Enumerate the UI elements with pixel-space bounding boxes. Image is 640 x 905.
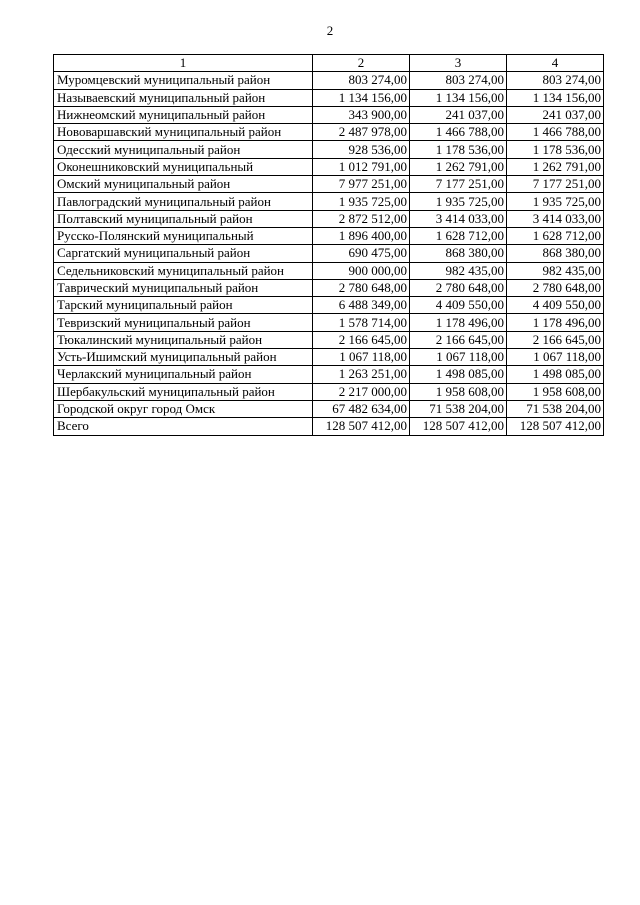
value-col4-cell: 4 409 550,00 xyxy=(507,297,604,314)
value-col3-cell: 868 380,00 xyxy=(410,245,507,262)
value-col3-cell: 1 466 788,00 xyxy=(410,124,507,141)
district-name-cell: Всего xyxy=(54,418,313,435)
value-col4-cell: 1 958 608,00 xyxy=(507,383,604,400)
value-col3-cell: 4 409 550,00 xyxy=(410,297,507,314)
table-row xyxy=(54,193,604,210)
value-col2-cell: 1 578 714,00 xyxy=(313,314,410,331)
district-name-cell: Шербакульский муниципальный район xyxy=(54,383,313,400)
value-col4-cell: 982 435,00 xyxy=(507,262,604,279)
value-col3-cell: 1 067 118,00 xyxy=(410,349,507,366)
table-row xyxy=(54,210,604,227)
value-col3-cell: 1 178 536,00 xyxy=(410,141,507,158)
value-col4-cell: 1 628 712,00 xyxy=(507,227,604,244)
value-col3-cell: 982 435,00 xyxy=(410,262,507,279)
value-col2-cell: 2 780 648,00 xyxy=(313,279,410,296)
value-col4-cell: 1 262 791,00 xyxy=(507,158,604,175)
district-name-cell: Городской округ город Омск xyxy=(54,400,313,417)
table-row xyxy=(54,141,604,158)
table-row xyxy=(54,383,604,400)
value-col2-cell: 1 263 251,00 xyxy=(313,366,410,383)
value-col3-cell: 128 507 412,00 xyxy=(410,418,507,435)
district-name-cell: Павлоградский муниципальный район xyxy=(54,193,313,210)
column-header-4: 4 xyxy=(507,55,604,72)
district-name-cell: Таврический муниципальный район xyxy=(54,279,313,296)
table-row xyxy=(54,297,604,314)
value-col2-cell: 6 488 349,00 xyxy=(313,297,410,314)
value-col3-cell: 1 262 791,00 xyxy=(410,158,507,175)
value-col3-cell: 241 037,00 xyxy=(410,106,507,123)
value-col2-cell: 803 274,00 xyxy=(313,72,410,89)
value-col4-cell: 1 466 788,00 xyxy=(507,124,604,141)
district-name-cell: Тарский муниципальный район xyxy=(54,297,313,314)
table-row xyxy=(54,331,604,348)
value-col3-cell: 2 166 645,00 xyxy=(410,331,507,348)
value-col4-cell: 71 538 204,00 xyxy=(507,400,604,417)
table-row xyxy=(54,72,604,89)
value-col2-cell: 2 487 978,00 xyxy=(313,124,410,141)
value-col2-cell: 128 507 412,00 xyxy=(313,418,410,435)
value-col4-cell: 241 037,00 xyxy=(507,106,604,123)
table-row xyxy=(54,227,604,244)
value-col4-cell: 2 780 648,00 xyxy=(507,279,604,296)
table-row xyxy=(54,366,604,383)
value-col2-cell: 900 000,00 xyxy=(313,262,410,279)
value-col3-cell: 1 958 608,00 xyxy=(410,383,507,400)
value-col3-cell: 7 177 251,00 xyxy=(410,176,507,193)
value-col3-cell: 1 178 496,00 xyxy=(410,314,507,331)
district-name-cell: Называевский муниципальный район xyxy=(54,89,313,106)
district-name-cell: Оконешниковский муниципальный xyxy=(54,158,313,175)
value-col2-cell: 1 134 156,00 xyxy=(313,89,410,106)
column-header-3: 3 xyxy=(410,55,507,72)
table-row xyxy=(54,349,604,366)
value-col2-cell: 1 935 725,00 xyxy=(313,193,410,210)
value-col4-cell: 1 498 085,00 xyxy=(507,366,604,383)
district-name-cell: Седельниковский муниципальный район xyxy=(54,262,313,279)
value-col4-cell: 1 067 118,00 xyxy=(507,349,604,366)
value-col2-cell: 2 872 512,00 xyxy=(313,210,410,227)
value-col2-cell: 1 012 791,00 xyxy=(313,158,410,175)
table-header-row xyxy=(54,55,604,72)
value-col2-cell: 343 900,00 xyxy=(313,106,410,123)
table-row xyxy=(54,158,604,175)
value-col2-cell: 928 536,00 xyxy=(313,141,410,158)
district-name-cell: Тюкалинский муниципальный район xyxy=(54,331,313,348)
value-col4-cell: 3 414 033,00 xyxy=(507,210,604,227)
district-name-cell: Черлакский муниципальный район xyxy=(54,366,313,383)
district-name-cell: Нижнеомский муниципальный район xyxy=(54,106,313,123)
district-name-cell: Нововаршавский муниципальный район xyxy=(54,124,313,141)
value-col3-cell: 803 274,00 xyxy=(410,72,507,89)
value-col3-cell: 2 780 648,00 xyxy=(410,279,507,296)
value-col4-cell: 1 134 156,00 xyxy=(507,89,604,106)
value-col4-cell: 1 935 725,00 xyxy=(507,193,604,210)
table-row xyxy=(54,176,604,193)
district-name-cell: Муромцевский муниципальный район xyxy=(54,72,313,89)
district-name-cell: Омский муниципальный район xyxy=(54,176,313,193)
district-name-cell: Полтавский муниципальный район xyxy=(54,210,313,227)
table-row xyxy=(54,314,604,331)
value-col2-cell: 67 482 634,00 xyxy=(313,400,410,417)
value-col2-cell: 2 166 645,00 xyxy=(313,331,410,348)
value-col4-cell: 803 274,00 xyxy=(507,72,604,89)
value-col4-cell: 868 380,00 xyxy=(507,245,604,262)
table-row xyxy=(54,279,604,296)
column-header-2: 2 xyxy=(313,55,410,72)
table-row xyxy=(54,418,604,435)
value-col4-cell: 2 166 645,00 xyxy=(507,331,604,348)
value-col3-cell: 3 414 033,00 xyxy=(410,210,507,227)
value-col3-cell: 1 134 156,00 xyxy=(410,89,507,106)
value-col2-cell: 7 977 251,00 xyxy=(313,176,410,193)
table-row xyxy=(54,245,604,262)
district-name-cell: Усть-Ишимский муниципальный район xyxy=(54,349,313,366)
table-row xyxy=(54,89,604,106)
table-row xyxy=(54,106,604,123)
value-col3-cell: 71 538 204,00 xyxy=(410,400,507,417)
column-header-1: 1 xyxy=(54,55,313,72)
table-row xyxy=(54,124,604,141)
value-col4-cell: 1 178 536,00 xyxy=(507,141,604,158)
value-col3-cell: 1 498 085,00 xyxy=(410,366,507,383)
page-number: 2 xyxy=(326,23,334,38)
value-col2-cell: 1 896 400,00 xyxy=(313,227,410,244)
value-col2-cell: 2 217 000,00 xyxy=(313,383,410,400)
district-name-cell: Тевризский муниципальный район xyxy=(54,314,313,331)
value-col4-cell: 7 177 251,00 xyxy=(507,176,604,193)
budget-table xyxy=(53,54,604,436)
table-row xyxy=(54,262,604,279)
value-col4-cell: 1 178 496,00 xyxy=(507,314,604,331)
district-name-cell: Одесский муниципальный район xyxy=(54,141,313,158)
value-col2-cell: 1 067 118,00 xyxy=(313,349,410,366)
value-col4-cell: 128 507 412,00 xyxy=(507,418,604,435)
value-col3-cell: 1 628 712,00 xyxy=(410,227,507,244)
district-name-cell: Русско-Полянский муниципальный xyxy=(54,227,313,244)
value-col3-cell: 1 935 725,00 xyxy=(410,193,507,210)
value-col2-cell: 690 475,00 xyxy=(313,245,410,262)
table-row xyxy=(54,400,604,417)
district-name-cell: Саргатский муниципальный район xyxy=(54,245,313,262)
